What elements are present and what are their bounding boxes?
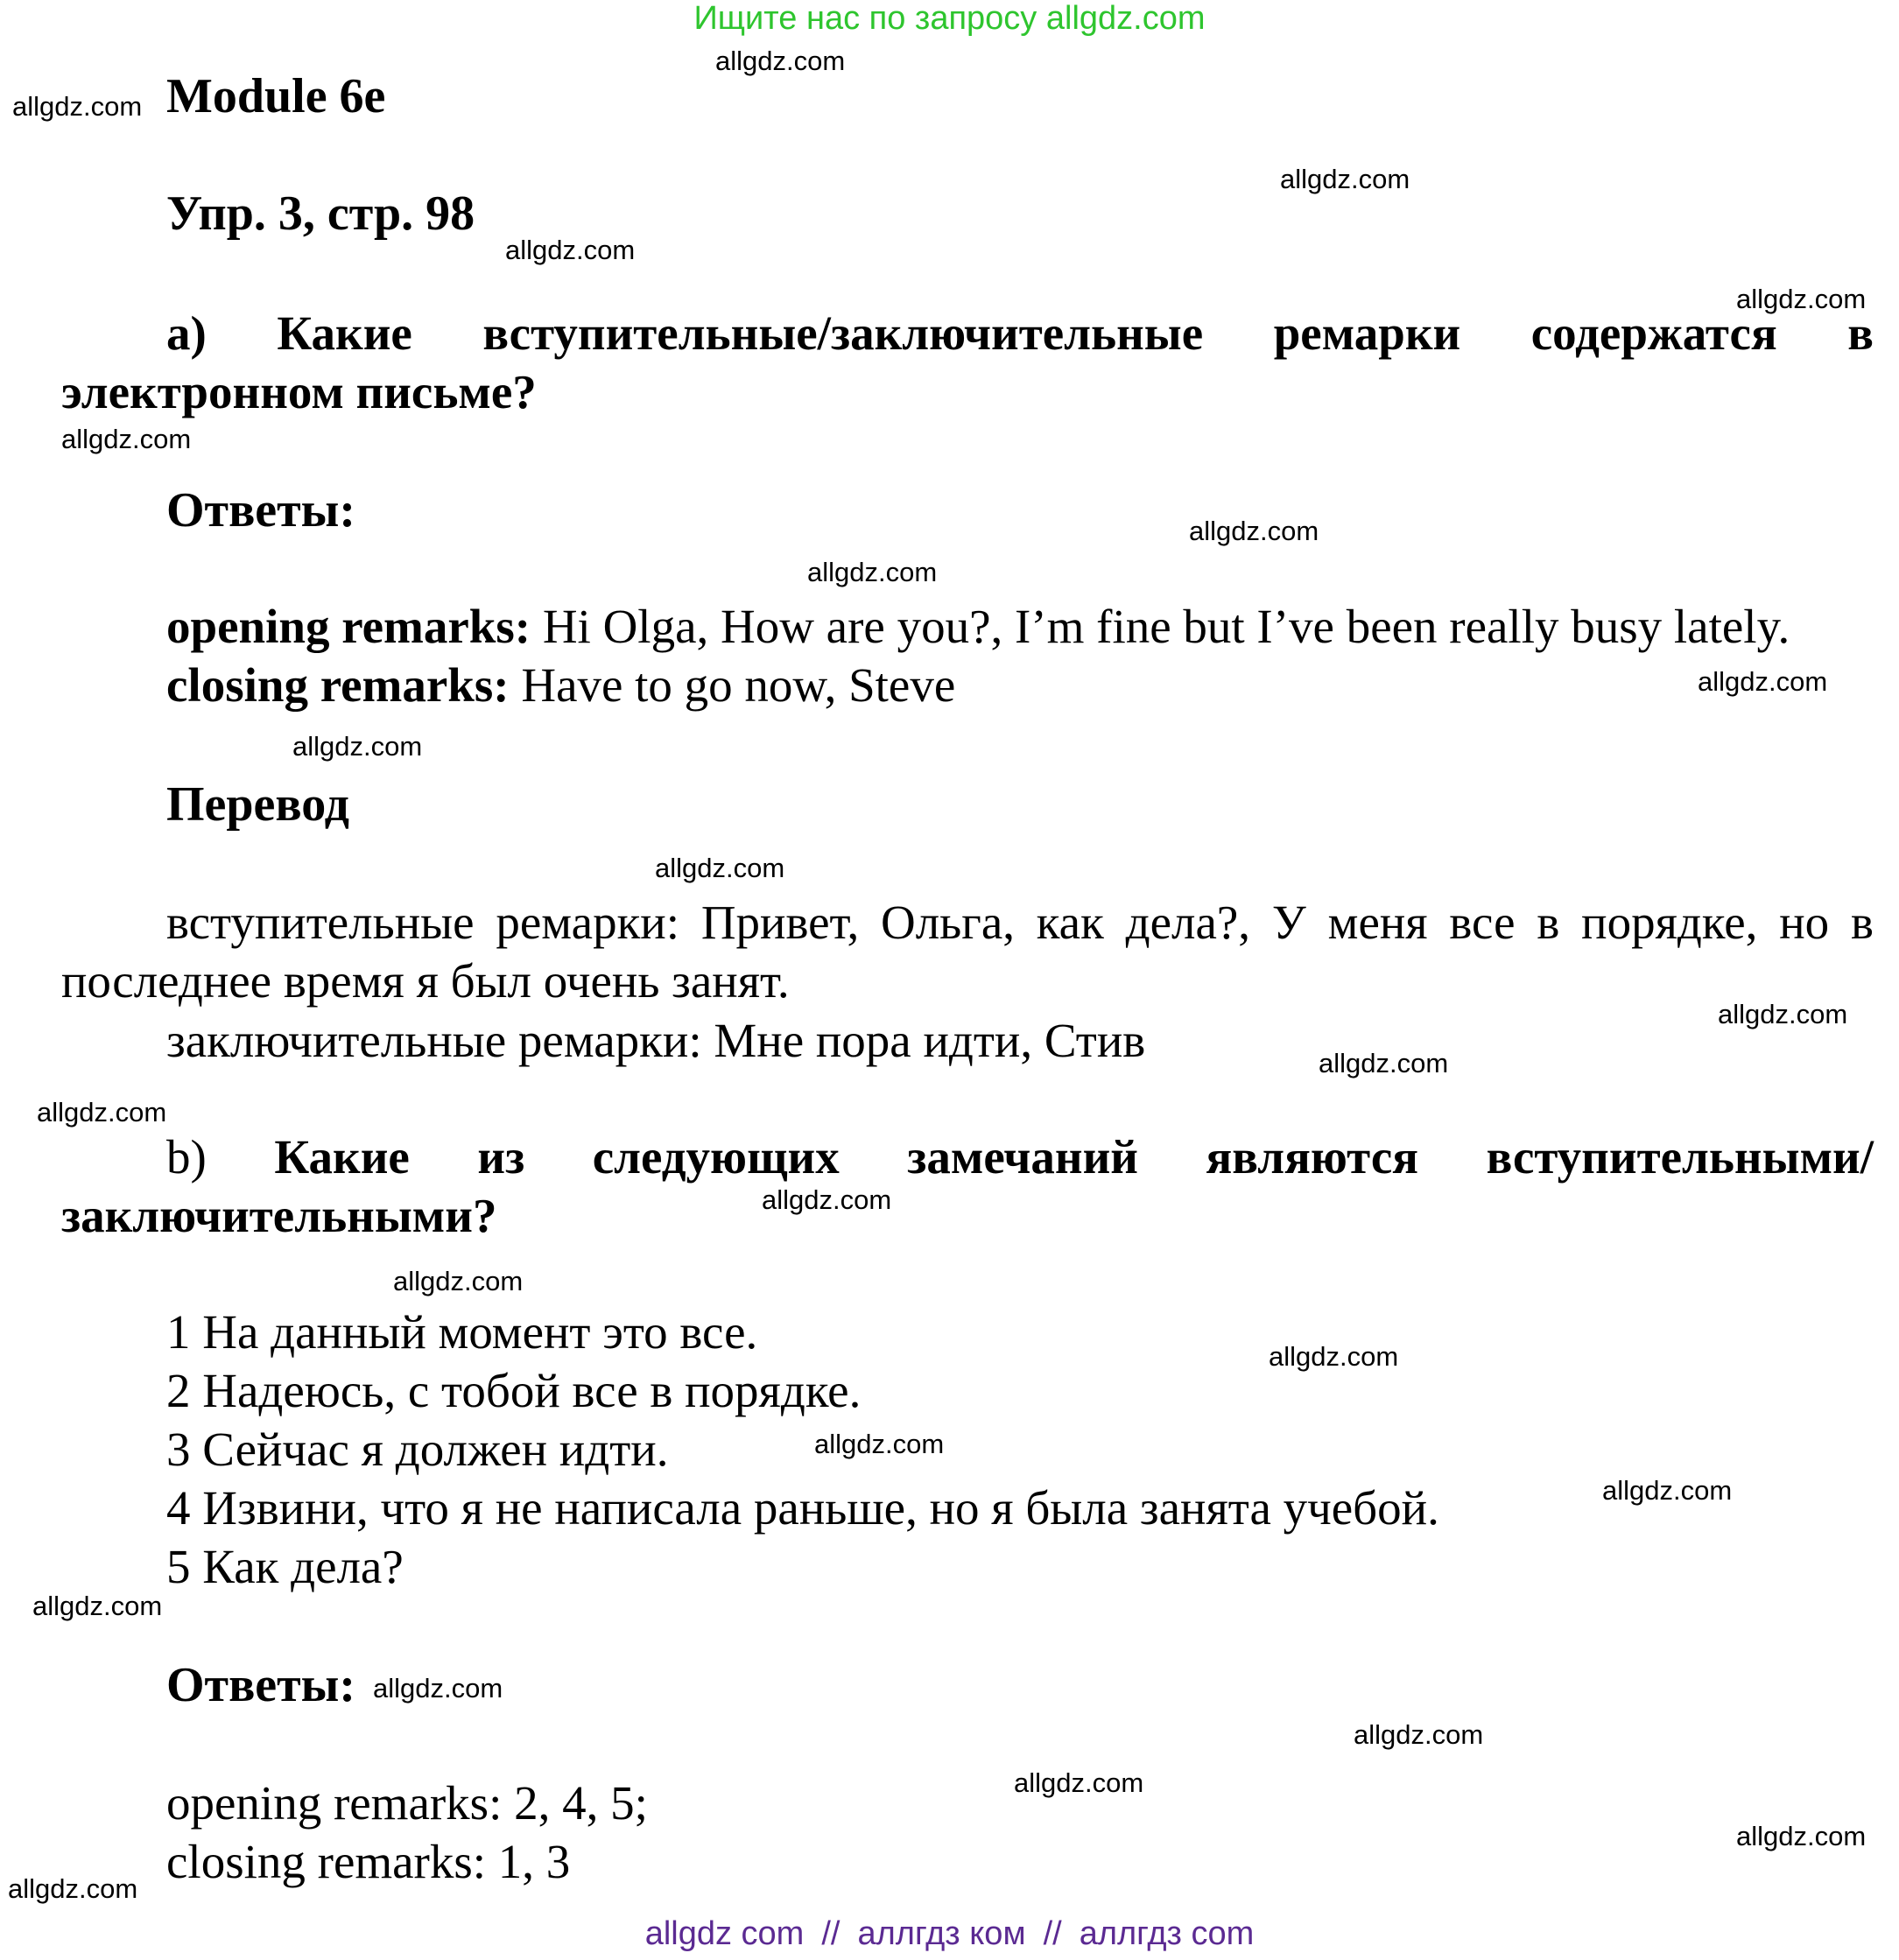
answer-opening: opening remarks: 2, 4, 5;	[166, 1776, 648, 1830]
watermark: allgdz.com	[715, 46, 846, 76]
word: из	[477, 1130, 525, 1184]
word: в	[1847, 306, 1874, 360]
opening-remarks-line	[166, 599, 1790, 654]
word: Привет,	[700, 896, 860, 949]
word: все	[1449, 896, 1516, 949]
footer-part3: аллгдз com	[1079, 1915, 1255, 1952]
word: порядке,	[1581, 896, 1758, 949]
word: Ольга,	[881, 896, 1015, 949]
translation-line1	[166, 895, 1874, 950]
word: У	[1271, 896, 1306, 949]
watermark: allgdz.com	[655, 853, 785, 883]
word: вступительные	[166, 896, 475, 949]
opening-remarks-label: opening remarks:	[166, 600, 531, 653]
footer-watermark	[0, 1915, 1899, 1953]
watermark: allgdz.com	[1736, 1821, 1867, 1851]
closing-remarks-label: closing remarks:	[166, 658, 510, 712]
watermark: allgdz.com	[373, 1673, 503, 1704]
search-banner: Ищите нас по запросу allgdz.com	[693, 0, 1206, 37]
part-a-question-line1	[166, 306, 1874, 361]
translation-line2: последнее время я был очень занят.	[61, 954, 790, 1008]
word: Какие	[277, 306, 412, 360]
part-a-label: a)	[166, 306, 207, 360]
watermark: allgdz.com	[1718, 999, 1848, 1029]
word: Какие	[274, 1130, 410, 1184]
footer-separator: //	[821, 1915, 840, 1952]
watermark: allgdz.com	[12, 91, 143, 122]
watermark: allgdz.com	[1698, 666, 1828, 697]
watermark: allgdz.com	[37, 1097, 167, 1128]
word: ремарки:	[496, 896, 680, 949]
list-item: 5 Как дела?	[166, 1540, 404, 1593]
watermark: allgdz.com	[1280, 164, 1410, 194]
word: в	[1850, 896, 1874, 949]
part-a-question-line2: электронном письме?	[61, 365, 537, 418]
word: ремарки	[1273, 306, 1461, 360]
list-item: 2 Надеюсь, с тобой все в порядке.	[166, 1364, 862, 1417]
word: дела?,	[1125, 896, 1251, 949]
closing-remarks-text: Have to go now, Steve	[509, 658, 956, 712]
footer-part1: allgdz com	[644, 1915, 805, 1952]
watermark: allgdz.com	[1319, 1048, 1449, 1078]
word: являются	[1206, 1130, 1419, 1184]
watermark: allgdz.com	[1602, 1475, 1733, 1506]
footer-separator: //	[1043, 1915, 1062, 1952]
part-b-question-line2: заключительными?	[61, 1189, 497, 1242]
list-item: 4 Извини, что я не написала раньше, но я была занята учебой.	[166, 1481, 1439, 1535]
watermark: allgdz.com	[8, 1873, 138, 1904]
word: в	[1537, 896, 1560, 949]
part-b-question-line1	[166, 1129, 1874, 1184]
word: вступительными/	[1486, 1130, 1874, 1184]
part-b-answers-heading: Ответы:	[166, 1658, 356, 1712]
watermark: allgdz.com	[505, 235, 636, 265]
footer-part2: аллгдз ком	[857, 1915, 1026, 1952]
part-a-answers-heading: Ответы:	[166, 483, 356, 537]
watermark: allgdz.com	[1354, 1719, 1484, 1750]
watermark: allgdz.com	[807, 557, 938, 587]
list-item: 1 На данный момент это все.	[166, 1305, 758, 1359]
watermark: allgdz.com	[814, 1429, 945, 1459]
watermark: allgdz.com	[1736, 284, 1867, 314]
word: замечаний	[907, 1130, 1138, 1184]
closing-remarks-line	[166, 657, 955, 713]
word: вступительные/заключительные	[482, 306, 1204, 360]
exercise-title: Упр. 3, стр. 98	[166, 186, 475, 241]
watermark: allgdz.com	[393, 1266, 524, 1296]
module-title: Module 6e	[166, 69, 386, 123]
watermark: allgdz.com	[32, 1591, 163, 1621]
translation-line3: заключительные ремарки: Мне пора идти, Стив	[166, 1014, 1146, 1067]
word: как	[1036, 896, 1104, 949]
word: содержатся	[1530, 306, 1777, 360]
word: следующих	[592, 1130, 840, 1184]
watermark: allgdz.com	[1014, 1767, 1144, 1798]
watermark: allgdz.com	[61, 424, 192, 454]
watermark: allgdz.com	[1189, 516, 1319, 546]
part-b-label: b)	[166, 1130, 207, 1184]
word: меня	[1327, 896, 1428, 949]
watermark: allgdz.com	[292, 731, 423, 762]
answer-closing: closing remarks: 1, 3	[166, 1835, 571, 1888]
watermark: allgdz.com	[762, 1184, 892, 1215]
opening-remarks-text: Hi Olga, How are you?, I’m fine but I’ve been really busy lately.	[531, 600, 1790, 653]
word: но	[1779, 896, 1830, 949]
list-item: 3 Сейчас я должен идти.	[166, 1423, 669, 1476]
watermark: allgdz.com	[1269, 1341, 1399, 1372]
translation-heading: Перевод	[166, 777, 349, 832]
